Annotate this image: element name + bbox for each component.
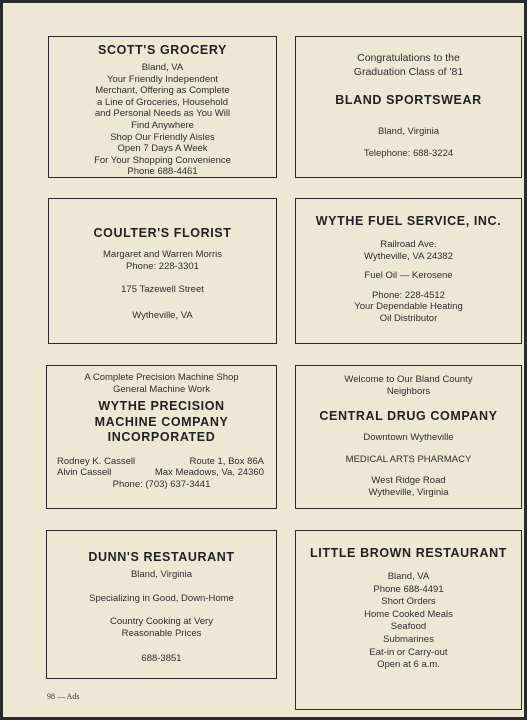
ad-line: Shop Our Friendly Aisles (110, 131, 215, 143)
ad-line: Short Orders (381, 596, 436, 608)
ad-title: WYTHE FUEL SERVICE, INC. (315, 214, 502, 228)
ad-line: Bland, VA (387, 571, 430, 582)
ad-line: Downtown Wytheville (363, 432, 454, 444)
ad-line: Eat-in or Carry-out (369, 646, 448, 658)
ad-wythe-precision-machine (46, 365, 277, 509)
ad-line: Congratulations to the (357, 52, 460, 64)
ad-line: Reasonable Prices (121, 627, 202, 639)
ad-line: Wytheville, VA 24382 (364, 250, 453, 262)
ad-line: Open at 6 a.m. (377, 659, 440, 671)
ad-line: West Ridge Road (371, 475, 446, 487)
ad-bland-sportswear (295, 36, 522, 178)
ad-line: Your Dependable Heating (354, 301, 463, 313)
ad-line: General Machine Work (113, 383, 210, 395)
ad-line: For Your Shopping Convenience (94, 154, 231, 166)
page-footer: 98 — Ads (47, 692, 80, 701)
ad-line: 688-3851 (141, 653, 182, 665)
ad-line: Neighbors (386, 385, 431, 397)
ad-line: a Line of Groceries, Household (97, 96, 228, 108)
ad-line: Phone: 228-4512 (372, 289, 445, 301)
ad-line: Home Cooked Meals (364, 608, 453, 620)
ad-title: DUNN'S RESTAURANT (88, 550, 235, 564)
ad-line: Oil Distributor (379, 312, 438, 324)
ad-title: CENTRAL DRUG COMPANY (319, 409, 498, 424)
ad-wythe-fuel-service (295, 198, 522, 344)
contact-address: Route 1, Box 86A (189, 455, 264, 467)
ad-title: LITTLE BROWN RESTAURANT (310, 546, 507, 560)
ad-coulters-florist (48, 198, 277, 344)
ad-title: INCORPORATED (107, 430, 216, 445)
ad-dunns-restaurant (46, 530, 277, 679)
contact-row (47, 467, 276, 479)
ad-title: COULTER'S FLORIST (93, 226, 232, 240)
ad-line: Railroad Ave. (380, 239, 437, 250)
yearbook-ad-page (3, 3, 524, 717)
ad-line: Margaret and Warren Morris (103, 249, 222, 260)
ad-title: SCOTT'S GROCERY (98, 43, 227, 57)
ad-line: Phone: 228-3301 (126, 260, 199, 272)
contact-address: Max Meadows, Va. 24360 (154, 467, 264, 479)
ad-line: Phone 688-4491 (373, 583, 444, 595)
contact-name: Alvin Cassell (57, 467, 112, 479)
ad-little-brown-restaurant (295, 530, 522, 710)
ad-line: Country Cooking at Very (110, 616, 213, 628)
ad-line: Seafood (390, 621, 427, 633)
ad-line: Open 7 Days A Week (117, 143, 208, 155)
ad-title: MACHINE COMPANY (94, 414, 229, 429)
ad-line: Bland, VA (141, 62, 184, 73)
contact-row (47, 456, 276, 468)
ad-line: Wytheville, Virginia (368, 486, 449, 498)
ad-central-drug-company (295, 365, 522, 509)
ad-scotts-grocery (48, 36, 277, 178)
ad-line: and Personal Needs as You Will (94, 108, 231, 120)
ad-line: MEDICAL ARTS PHARMACY (345, 453, 472, 465)
ad-line: Bland, Virginia (377, 126, 440, 137)
ad-title: BLAND SPORTSWEAR (335, 93, 482, 107)
ad-line: Wytheville, VA (132, 309, 193, 321)
ad-line: Welcome to Our Bland County (344, 374, 473, 385)
ad-line: Fuel Oil — Kerosene (364, 270, 453, 282)
ad-line: Find Anywhere (131, 119, 194, 131)
ad-line: Phone 688-4461 (127, 166, 198, 178)
ad-line: Graduation Class of '81 (353, 66, 464, 78)
contact-name: Rodney K. Cassell (57, 455, 136, 467)
ad-line: A Complete Precision Machine Shop (84, 372, 239, 383)
ad-line: Telephone: 688-3224 (363, 147, 454, 159)
ad-line: Bland, Virginia (130, 569, 193, 580)
ad-title: WYTHE PRECISION (98, 399, 225, 414)
ad-line: Merchant, Offering as Complete (95, 85, 230, 97)
ad-line: Your Friendly Independent (106, 73, 219, 85)
ad-line: Submarines (383, 633, 434, 645)
ad-line: Specializing in Good, Down-Home (89, 592, 234, 604)
ad-line: 175 Tazewell Street (121, 284, 204, 296)
ad-line: Phone: (703) 637-3441 (112, 478, 211, 490)
